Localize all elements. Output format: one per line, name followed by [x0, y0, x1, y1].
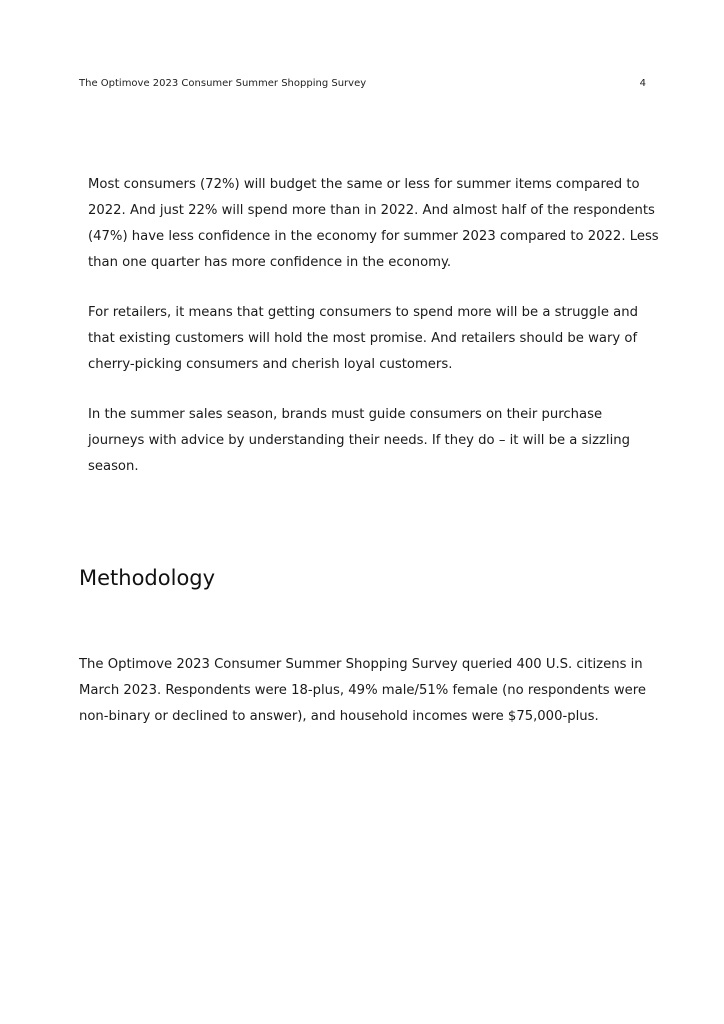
- summary-paragraph-season: In the summer sales season, brands must guide consumers on their purchase journeys with advice by understanding their needs. If they do – it will be a sizzling season.: [88, 407, 630, 474]
- page-header: [79, 77, 646, 93]
- methodology-heading: Methodology: [79, 566, 216, 590]
- document-title: The Optimove 2023 Consumer Summer Shopping Survey: [79, 78, 367, 89]
- summary-paragraph-budget: Most consumers (72%) will budget the same or less for summer items compared to 2022. And just 22% will spend more than in 2022. And almost half of the respondents (47%) have less confidence in the economy for summer 2023 compared to 2022. Less than one quarter has more confidence in the economy.: [88, 177, 659, 270]
- summary-paragraph-retailers: For retailers, it means that getting consumers to spend more will be a struggle and that existing customers will hold the most promise. And retailers should be wary of cherry-picking consumers and cherish loyal customers.: [88, 305, 638, 372]
- page-number: 4: [639, 78, 646, 89]
- methodology-paragraph: The Optimove 2023 Consumer Summer Shopping Survey queried 400 U.S. citizens in March 2023. Respondents were 18-plus, 49% male/51% female (no respondents were non-binary or declined to answer), and household incomes were $75,000-plus.: [79, 657, 646, 724]
- summary-section: [88, 172, 660, 504]
